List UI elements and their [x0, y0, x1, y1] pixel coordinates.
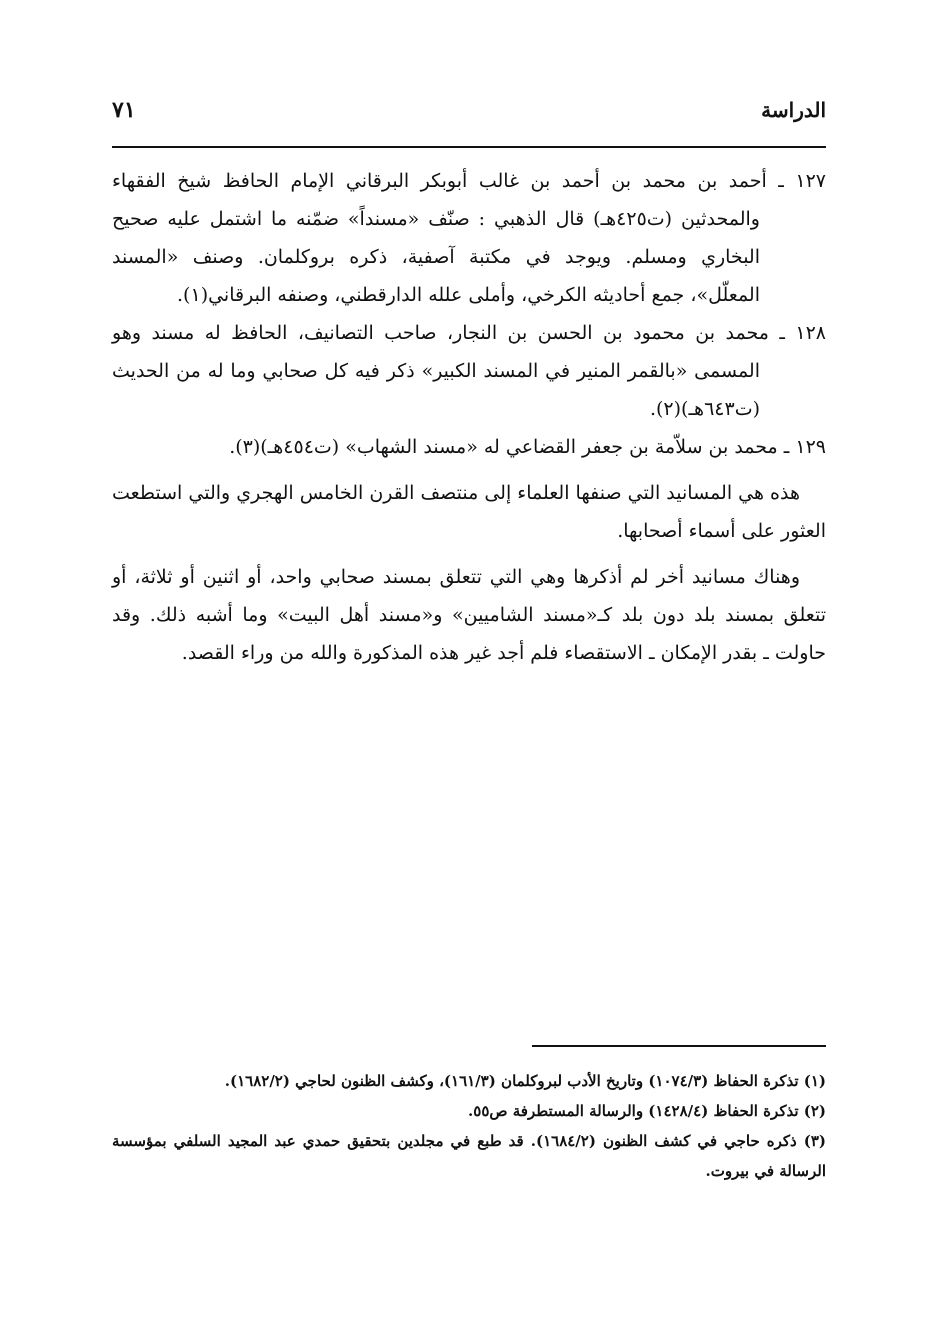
footnote-3: (٣) ذكره حاجي في كشف الظنون (١٦٨٤/٢). قد طبع في مجلدين بتحقيق حمدي عبد المجيد السلفي بمؤسسة الرسالة في بيروت.: [112, 1132, 826, 1180]
entry-text: محمد بن سلاّمة بن جعفر القضاعي له «مسند الشهاب» (ت٤٥٤هـ)(٣).: [229, 436, 778, 458]
entry-text: محمد بن محمود بن الحسن بن النجار، صاحب التصانيف، الحافظ له مسند وهو المسمى «بالقمر المنير في المسند الكبير» ذكر فيه كل صحابي وما له من الحديث (ت٦٤٣هـ)(٢).: [112, 322, 769, 420]
footnote-2: (٢) تذكرة الحفاظ (١٤٢٨/٤) والرسالة المستطرفة ص٥٥.: [468, 1102, 826, 1120]
page-number: ٧١: [112, 97, 136, 123]
entry-number: ١٢٧ ـ: [778, 170, 826, 192]
main-text: [112, 162, 826, 672]
footnote-1: (١) تذكرة الحفاظ (١٠٧٤/٣) وتاريخ الأدب لبروكلمان (١٦١/٣)، وكشف الظنون لحاجي (١٦٨٢/٢).: [224, 1072, 826, 1090]
entry-number: ١٢٩ ـ: [783, 436, 826, 458]
entry-127: [112, 162, 826, 314]
footnote-rule: [532, 1045, 826, 1047]
header-rule: [112, 146, 826, 148]
entry-128: [112, 314, 826, 428]
footnotes: [112, 1066, 826, 1186]
entry-text: أحمد بن محمد بن أحمد بن غالب أبوبكر البرقاني الإمام الحافظ شيخ الفقهاء والمحدثين (ت٤٢٥هـ) قال الذهبي : صنّف «مسنداً» ضمّنه ما اشتمل عليه صحيح البخاري ومسلم. ويوجد في مكتبة آصفية، ذكره بروكلمان. وصنف «المسند المعلّل»، جمع أحاديثه الكرخي، وأملى علله الدارقطني، وصنفه البرقاني(١).: [112, 170, 767, 306]
running-title: الدراسة: [761, 98, 826, 122]
body-paragraph: وهناك مسانيد أخر لم أذكرها وهي التي تتعلق بمسند صحابي واحد، أو اثنين أو ثلاثة، أو تتعلق بمسند بلد دون بلد كـ«مسند الشاميين» و«مسند أهل البيت» وما أشبه ذلك. وقد حاولت ـ بقدر الإمكان ـ الاستقصاء فلم أجد غير هذه المذكورة والله من وراء القصد.: [112, 566, 826, 664]
entry-129: [112, 428, 826, 466]
page-header: [112, 92, 826, 128]
body-paragraph: هذه هي المسانيد التي صنفها العلماء إلى منتصف القرن الخامس الهجري والتي استطعت العثور على أسماء أصحابها.: [112, 482, 826, 542]
entry-number: ١٢٨ ـ: [779, 322, 826, 344]
